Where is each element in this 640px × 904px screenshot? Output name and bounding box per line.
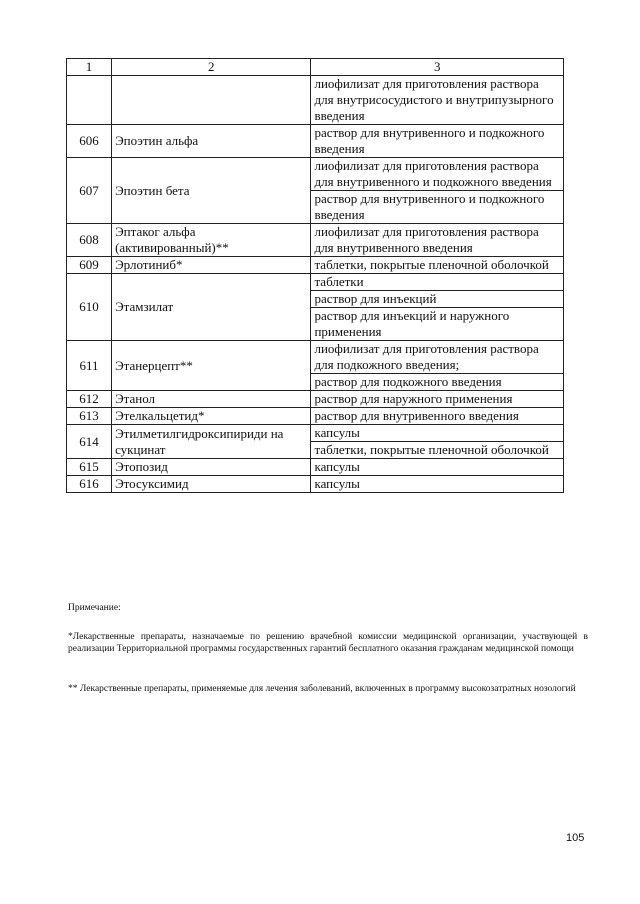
drug-name: Этилметилгидроксипириди на сукцинат <box>112 425 311 459</box>
drug-name: Этосуксимид <box>112 476 311 493</box>
header-col-2: 2 <box>112 59 311 76</box>
header-col-3: 3 <box>311 59 564 76</box>
table-row <box>67 224 564 257</box>
drug-name: Этанол <box>112 391 311 408</box>
table-row <box>67 341 564 374</box>
drug-name: Этопозид <box>112 459 311 476</box>
row-number: 608 <box>67 224 112 257</box>
dosage-form: лиофилизат для приготовления раствора для внутривенного и подкожного введения <box>311 158 564 191</box>
table-row <box>67 476 564 493</box>
footnote-1: *Лекарственные препараты, назначаемые по решению врачебной комиссии медицинской организации, участвующей в реализации Территориальной программы государственных гарантий бесплатного оказания гражданам медицинской помощи <box>68 632 588 654</box>
drug-name: Этелкальцетид* <box>112 408 311 425</box>
dosage-form: раствор для подкожного введения <box>311 374 564 391</box>
row-number: 610 <box>67 274 112 341</box>
dosage-form: капсулы <box>311 459 564 476</box>
dosage-form: раствор для наружного применения <box>311 391 564 408</box>
dosage-form: раствор для внутривенного и подкожного введения <box>311 125 564 158</box>
dosage-form: раствор для инъекций <box>311 291 564 308</box>
row-number: 615 <box>67 459 112 476</box>
drug-name: Эптаког альфа (активированный)** <box>112 224 311 257</box>
dosage-form: капсулы <box>311 425 564 442</box>
table-row <box>67 425 564 442</box>
drug-name: Этамзилат <box>112 274 311 341</box>
row-number: 607 <box>67 158 112 224</box>
table-row <box>67 257 564 274</box>
dosage-form: раствор для внутривенного и подкожного введения <box>311 191 564 224</box>
dosage-form: лиофилизат для приготовления раствора для подкожного введения; <box>311 341 564 374</box>
drug-name: Эпоэтин альфа <box>112 125 311 158</box>
drug-table <box>66 58 564 493</box>
row-number: 609 <box>67 257 112 274</box>
drug-name: Эпоэтин бета <box>112 158 311 224</box>
table-row <box>67 125 564 158</box>
footnote-2: ** Лекарственные препараты, применяемые для лечения заболеваний, включенных в программу высокозатратных нозологий <box>68 684 576 694</box>
row-number: 612 <box>67 391 112 408</box>
drug-name <box>112 76 311 125</box>
notes-heading: Примечание: <box>68 603 121 613</box>
row-number: 613 <box>67 408 112 425</box>
table-row <box>67 459 564 476</box>
table-row <box>67 76 564 125</box>
drug-name: Эрлотиниб* <box>112 257 311 274</box>
row-number: 616 <box>67 476 112 493</box>
table-row <box>67 274 564 291</box>
table-row <box>67 158 564 191</box>
dosage-form: лиофилизат для приготовления раствора для внутривенного введения <box>311 224 564 257</box>
page-number: 105 <box>566 832 585 844</box>
row-number <box>67 76 112 125</box>
dosage-form: раствор для внутривенного введения <box>311 408 564 425</box>
row-number: 611 <box>67 341 112 391</box>
header-col-1: 1 <box>67 59 112 76</box>
dosage-form: таблетки, покрытые пленочной оболочкой <box>311 257 564 274</box>
row-number: 614 <box>67 425 112 459</box>
dosage-form: таблетки, покрытые пленочной оболочкой <box>311 442 564 459</box>
table-row <box>67 408 564 425</box>
table-header-row <box>67 59 564 76</box>
table-row <box>67 391 564 408</box>
row-number: 606 <box>67 125 112 158</box>
drug-name: Этанерцепт** <box>112 341 311 391</box>
dosage-form: лиофилизат для приготовления раствора для внутрисосудистого и внутрипузырного введения <box>311 76 564 125</box>
dosage-form: капсулы <box>311 476 564 493</box>
dosage-form: раствор для инъекций и наружного применения <box>311 308 564 341</box>
dosage-form: таблетки <box>311 274 564 291</box>
